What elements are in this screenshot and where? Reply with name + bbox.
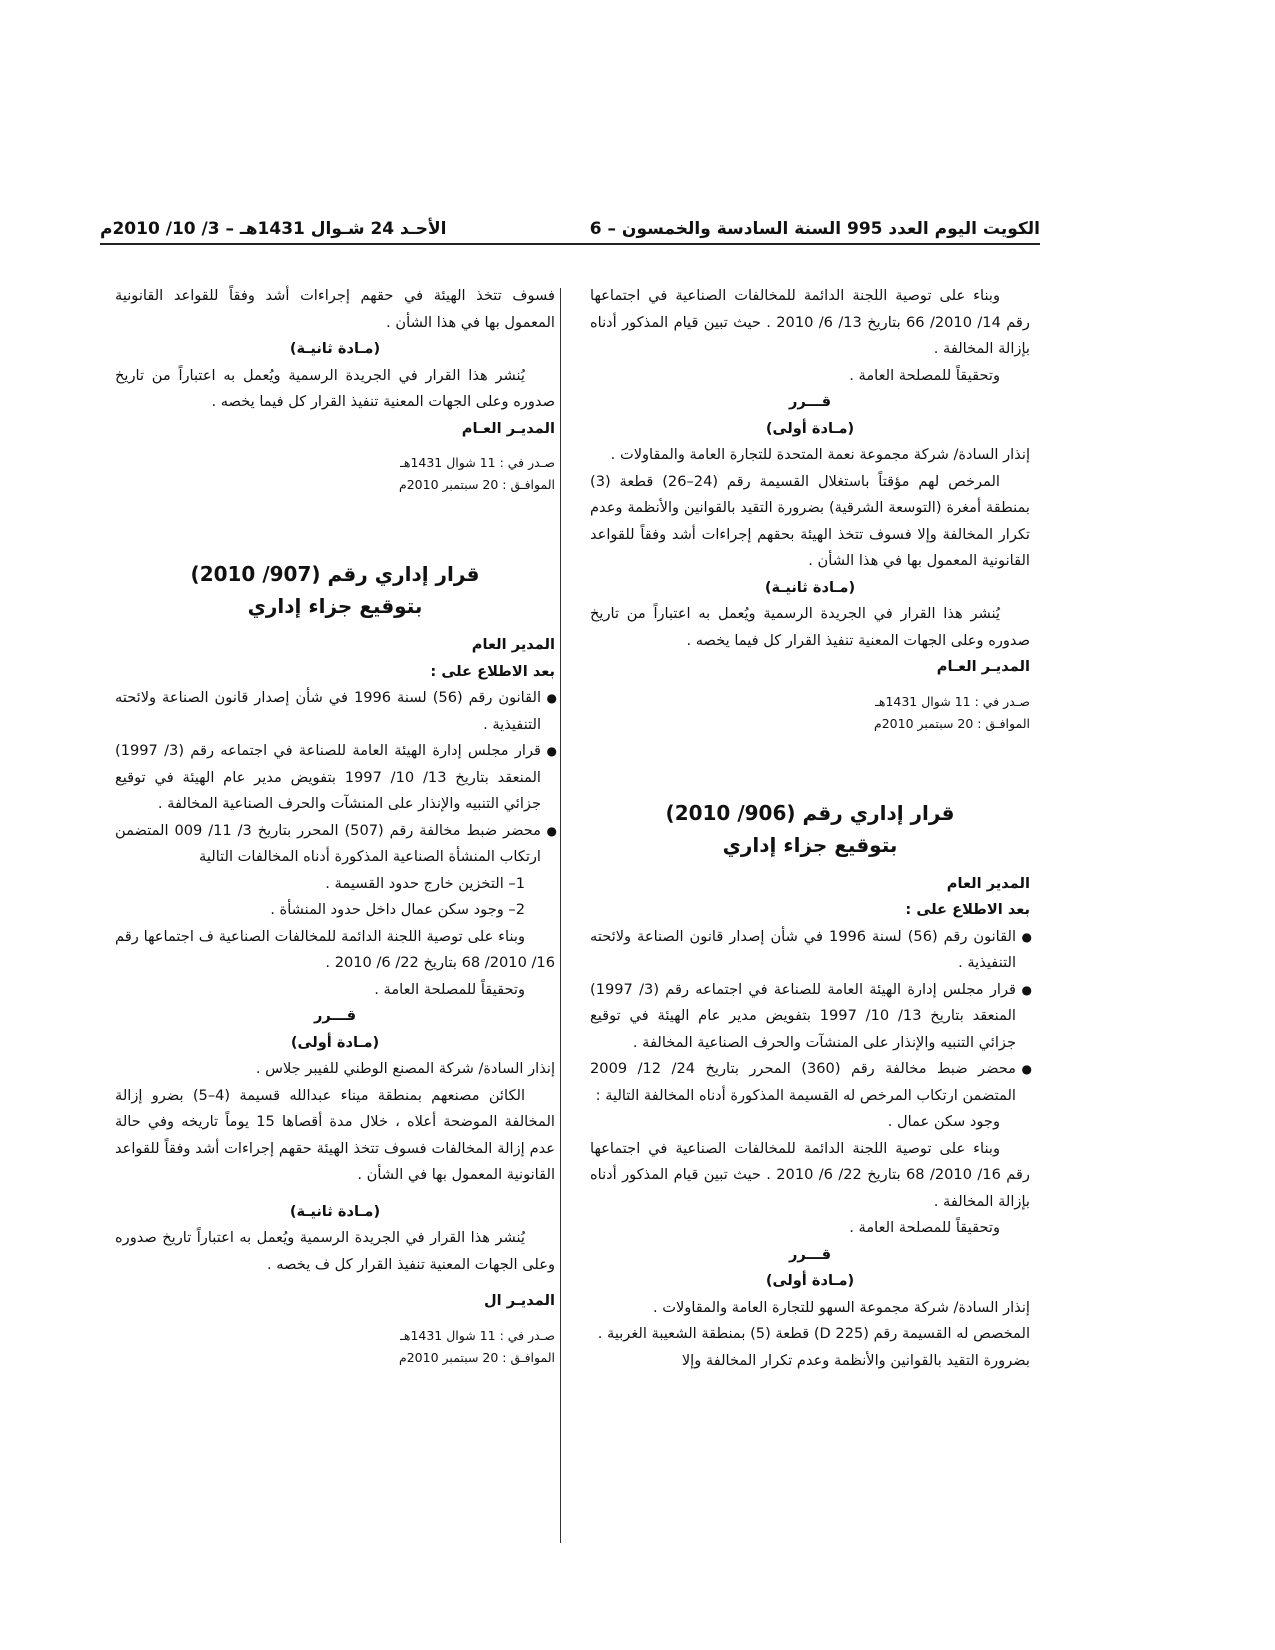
- article-one-heading: (مـادة أولى): [765, 419, 855, 437]
- warning-recipient: إنذار السادة/ شركة مجموعة نعمة المتحدة للتجارة العامة والمقاولات .: [610, 446, 1030, 463]
- reference-item: ● محضر ضبط مخالفة رقم (507) المحرر بتاريخ 3/ 11/ 009 المتضمن ارتكاب المنشأة الصناعية المذكورة أدناه المخالفات التالية: [115, 818, 555, 871]
- warning-body: المخصص له القسيمة رقم (D 225) قطعة (5) بمنطقة الشعيبة الغربية .: [597, 1325, 1030, 1342]
- publication-clause: يُنشر هذا القرار في الجريدة الرسمية ويُعمل به اعتباراً تاريخ صدوره وعلى الجهات المعنية تنفيذ القرار كل ف يخصه .: [115, 1229, 555, 1273]
- director-signature: المديـر ال: [484, 1292, 555, 1309]
- public-interest-line: وتحقيقاً للمصلحة العامة .: [374, 980, 525, 998]
- decision-subtitle: بتوقيع جزاء إداري: [247, 594, 423, 618]
- director-general-label: المدير العام: [471, 636, 555, 653]
- issued-date: صـدر في : 11 شوال 1431هـ: [875, 693, 1030, 709]
- warning-continuation: فسوف تتخذ الهيئة في حقهم إجراءات أشد وفقاً للقواعد القانونية المعمول بها في هذا الشأن .: [115, 287, 555, 331]
- article-one-heading: (مـادة أولى): [765, 1272, 855, 1289]
- recommendation-paragraph: وبناء على توصية اللجنة الدائمة للمخالفات الصناعية ف اجتماعها رقم 16/ 2010/ 68 بتاريخ 22/ 6/ 2010 .: [115, 927, 555, 971]
- page-header: [100, 205, 1040, 245]
- corresponding-date: الموافـق : 20 سبتمبر 2010م: [873, 715, 1030, 731]
- decision-title: قرار إداري رقم (906/ 2010): [665, 800, 955, 825]
- warning-body: المرخص لهم مؤقتاً باستغلال القسيمة رقم (24–26) قطعة (3) بمنطقة أمغرة (التوسعة الشرقية) بضرورة التقيد بالقوانين والأنظمة وعدم تكرار المخالفة وإلا فسوف تتخذ الهيئة بحقهم إجراءات أشد وفقاً للقواعد القانونية المعمول بها في هذا الشأن .: [590, 472, 1030, 569]
- corresponding-date: الموافـق : 20 سبتمبر 2010م: [398, 477, 555, 492]
- reference-item: ● محضر ضبط مخالفة رقم (360) المحرر بتاريخ 24/ 12/ 2009 المتضمن ارتكاب المرخص له القسيمة المذكورة أدناه المخالفة التالية :: [590, 1056, 1030, 1109]
- issued-date: صـدر في : 11 شوال 1431هـ: [400, 455, 555, 470]
- warning-body: الكائن مصنعهم بمنطقة ميناء عبدالله قسيمة (4–5) بضرو إزالة المخالفة الموضحة أعلاه ، خلال مدة أقصاها 15 يوماً تاريخه وفي حالة عدم إزالة المخالفات فسوف تتخذ الهيئة حقهم إجراءات أشد وفقاً للقواعد القانونية المعمول بها في الشأن .: [115, 1086, 555, 1183]
- warning-body: بضرورة التقيد بالقوانين والأنظمة وعدم تكرار المخالفة وإلا: [681, 1351, 1030, 1369]
- decision-subtitle: بتوقيع جزاء إداري: [722, 832, 898, 857]
- warning-recipient: إنذار السادة/ شركة المصنع الوطني للفيبر جلاس .: [255, 1060, 555, 1077]
- after-review-label: بعد الاطلاع على :: [430, 662, 555, 680]
- article-two-heading: (مـادة ثانيـة): [289, 340, 381, 357]
- issued-date: صـدر في : 11 شوال 1431هـ: [400, 1327, 555, 1343]
- article-two-heading: (مـادة ثانيـة): [764, 578, 856, 596]
- violation-item: 2– وجود سكن عمال داخل حدود المنشأة .: [270, 901, 525, 918]
- violation-item: 1– التخزين خارج حدود القسيمة .: [325, 874, 525, 892]
- after-review-label: بعد الاطلاع على :: [905, 901, 1030, 918]
- header-issue-info: الكويت اليوم العدد 995 السنة السادسة والخمسون – 6: [589, 219, 1040, 239]
- recommendation-paragraph: وبناء على توصية اللجنة الدائمة للمخالفات الصناعية في اجتماعها رقم 14/ 2010/ 66 بتاريخ 13/ 6/ 2010 . حيث تبين قيام المذكور أدناه بإزالة المخالفة .: [590, 287, 1030, 357]
- director-signature: المديـر العـام: [936, 658, 1030, 675]
- reference-item: ● قرار مجلس إدارة الهيئة العامة للصناعة في اجتماعه رقم (3/ 1997) المنعقد بتاريخ 13/ 10/ 1997 بتفويض مدير عام الهيئة في توقيع جزائي التنبيه والإنذار على المنشآت والحرف الصناعية المخالفة .: [115, 738, 555, 818]
- decided-heading: قـــرر: [789, 1245, 831, 1263]
- left-column: [115, 283, 555, 1369]
- violation-item: وجود سكن عمال .: [887, 1113, 1000, 1130]
- corresponding-date: الموافـق : 20 سبتمبر 2010م: [398, 1349, 555, 1365]
- public-interest-line: وتحقيقاً للمصلحة العامة .: [849, 1219, 1000, 1236]
- director-general-label: المدير العام: [946, 874, 1030, 892]
- recommendation-paragraph: وبناء على توصية اللجنة الدائمة للمخالفات الصناعية في اجتماعها رقم 16/ 2010/ 68 بتاريخ 22/ 6/ 2010 . حيث تبين قيام المذكور أدناه بإزالة المخالفة .: [590, 1139, 1030, 1210]
- right-column: [590, 283, 1030, 1374]
- director-signature: المديـر العـام: [461, 419, 555, 437]
- publication-clause: يُنشر هذا القرار في الجريدة الرسمية ويُعمل به اعتباراً من تاريخ صدوره وعلى الجهات المعنية تنفيذ القرار كل فيما يخصه .: [590, 605, 1030, 649]
- reference-item: ● القانون رقم (56) لسنة 1996 في شأن إصدار قانون الصناعة ولائحته التنفيذية .: [115, 685, 555, 738]
- column-divider: [560, 288, 561, 1543]
- warning-recipient: إنذار السادة/ شركة مجموعة السهو للتجارة العامة والمقاولات .: [652, 1298, 1030, 1316]
- decided-heading: قـــرر: [314, 1007, 356, 1024]
- reference-item: ● قرار مجلس إدارة الهيئة العامة للصناعة في اجتماعه رقم (3/ 1997) المنعقد بتاريخ 13/ 10/ 1997 بتفويض مدير عام الهيئة في توقيع جزائي التنبيه والإنذار على المنشآت والحرف الصناعية المخالفة .: [590, 977, 1030, 1057]
- decided-heading: قـــرر: [789, 393, 831, 410]
- decision-title: قرار إداري رقم (907/ 2010): [190, 562, 480, 586]
- public-interest-line: وتحقيقاً للمصلحة العامة .: [849, 366, 1000, 384]
- article-one-heading: (مـادة أولى): [290, 1033, 380, 1051]
- publication-clause: يُنشر هذا القرار في الجريدة الرسمية ويُعمل به اعتباراً من تاريخ صدوره وعلى الجهات المعنية تنفيذ القرار كل فيما يخصه .: [115, 366, 555, 410]
- article-two-heading: (مـادة ثانيـة): [289, 1202, 381, 1220]
- reference-item: ● القانون رقم (56) لسنة 1996 في شأن إصدار قانون الصناعة ولائحته التنفيذية .: [590, 924, 1030, 977]
- header-date: الأحـد 24 شـوال 1431هـ – 3/ 10/ 2010م: [100, 219, 447, 239]
